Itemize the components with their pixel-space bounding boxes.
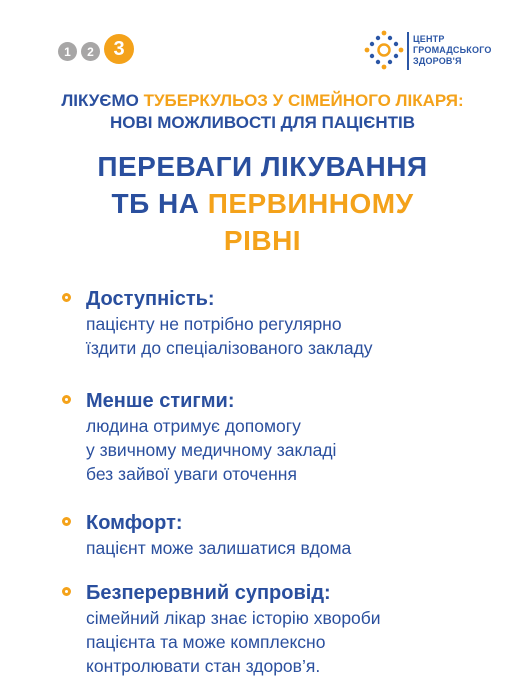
benefit-less-stigma [62,388,502,486]
logo-line-3: ЗДОРОВ'Я [413,56,462,66]
bullet-icon [62,395,71,404]
benefit-heading: Безперервний супровід: [86,582,331,604]
page-title [0,148,525,259]
benefit-line: пацієнта та може комплексно [86,632,326,652]
bullet-icon [62,517,71,526]
step-indicator [58,34,144,64]
benefit-line: контролювати стан здоров’я. [86,656,321,676]
benefit-line: пацієнт може залишатися вдома [86,538,352,558]
benefit-heading: Комфорт: [86,512,183,534]
benefit-line: сімейний лікар знає історію хвороби [86,608,381,628]
bullet-icon [62,293,71,302]
public-health-center-logo [364,30,494,72]
benefit-line: людина отримує допомогу [86,416,301,436]
benefit-description [86,312,502,360]
benefit-description [86,606,502,678]
title-highlight: ПЕРВИННОМУ [207,188,414,219]
benefit-description [86,536,502,560]
title-line-1: ПЕРЕВАГИ ЛІКУВАННЯ [97,151,428,182]
network-dots-icon [364,30,404,70]
benefits-list [62,286,502,678]
campaign-subtitle [0,90,525,134]
benefit-heading: Менше стигми: [86,390,235,412]
benefit-line: у звичному медичному закладі [86,440,337,460]
benefit-line: їздити до спеціалізованого закладу [86,338,373,358]
step-2-circle: 2 [81,42,100,61]
step-3-circle-active: 3 [104,34,134,64]
benefit-heading: Доступність: [86,288,215,310]
bullet-icon [62,587,71,596]
benefit-accessibility [62,286,502,360]
benefit-comfort [62,510,502,560]
logo-text [413,34,492,67]
subtitle-part-3: НОВІ МОЖЛИВОСТІ ДЛЯ ПАЦІЄНТІВ [109,113,416,132]
logo-divider [407,32,409,70]
title-line-3: РІВНІ [223,225,302,256]
logo-line-2: ГРОМАДСЬКОГО [413,45,492,55]
benefit-continuous-support [62,580,502,678]
benefit-description [86,414,502,486]
benefit-line: без зайвої уваги оточення [86,464,297,484]
subtitle-highlight: ТУБЕРКУЛЬОЗ У СІМЕЙНОГО ЛІКАРЯ: [143,91,464,110]
subtitle-part-1: ЛІКУЄМО [61,91,144,110]
title-line-2 [0,185,525,222]
step-1-circle: 1 [58,42,77,61]
benefit-line: пацієнту не потрібно регулярно [86,314,342,334]
title-line-2-prefix: ТБ НА [111,188,208,219]
logo-line-1: ЦЕНТР [413,34,445,44]
